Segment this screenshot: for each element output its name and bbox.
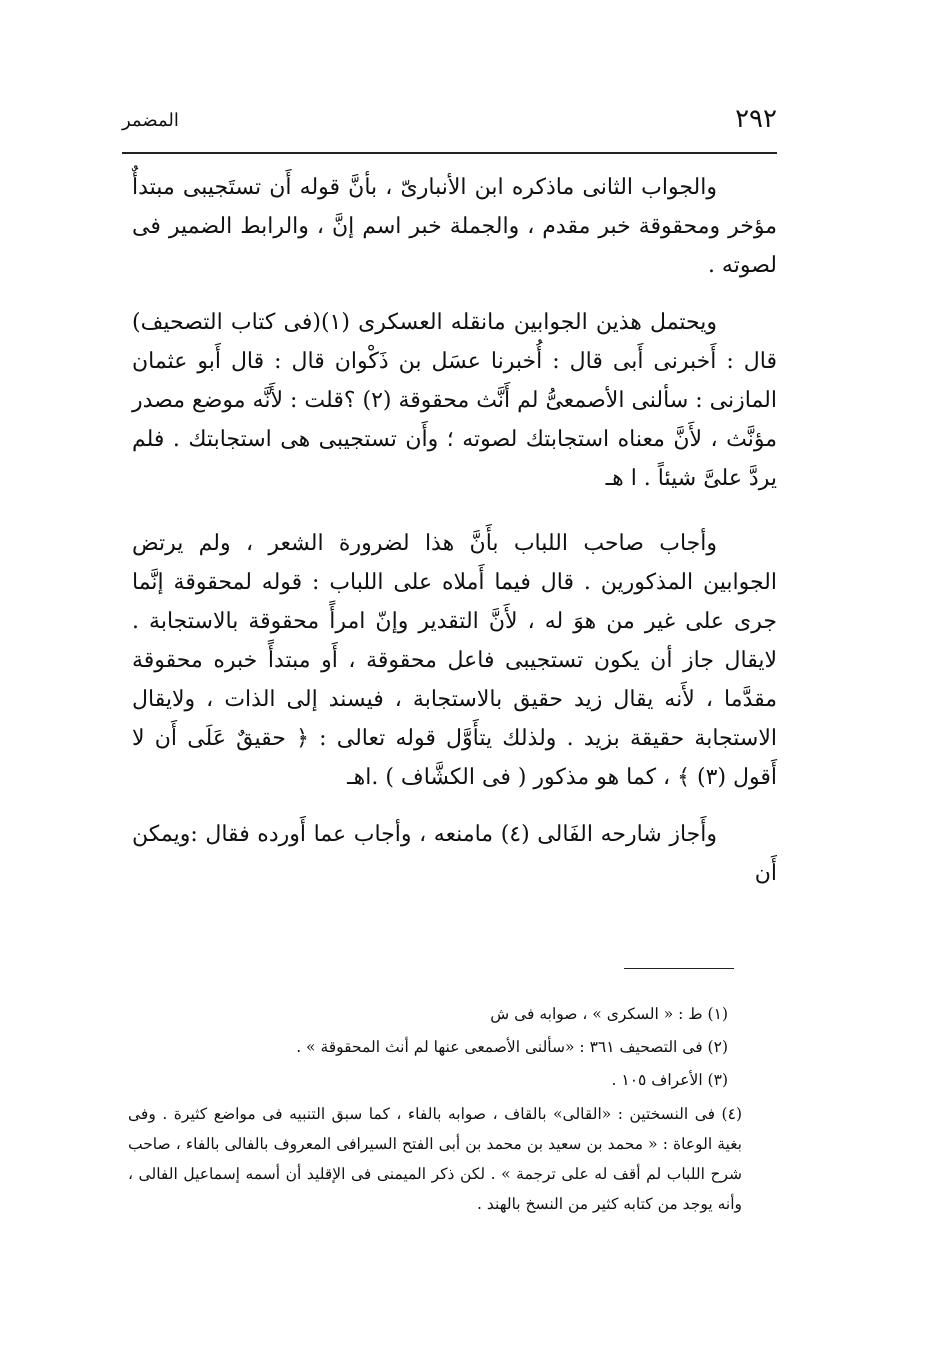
footnote-2: (٢) فى التصحيف ٣٦١ : «سألنى الأصمعى عنها لم أنث المحقوقة » .: [296, 1038, 728, 1056]
running-title: المضمر: [122, 110, 179, 131]
paragraph-1: والجواب الثانى ماذكره ابن الأنبارىّ ، بأنَّ قوله أَن تستَجيبى مبتدأٌ مؤخر ومحقوقة خبر مقدم ، والجملة خبر اسم إنَّ ، والرابط الضمير فى لصوته .: [132, 175, 777, 278]
header-divider: [122, 152, 777, 154]
footnote-4: (٤) فى النسختين : «القالى» بالقاف ، صوابه بالفاء ، كما سبق التنبيه فى مواضع كثيرة . وفى بغية الوعاة : « محمد بن سعيد بن محمد بن أبى الفتح السيرافى المعروف بالفالى بالفاء ، صاحب شرح اللباب لم أقف له على ترجمة » . لكن ذكر الميمنى فى الإقليد أن أسمه إسماعيل الفالى ، وأنه يوجد من كتابه كثير من النسخ بالهند .: [128, 1105, 742, 1213]
page-number: ٢٩٢: [735, 104, 777, 134]
page-header: [122, 104, 777, 138]
main-text: [132, 168, 777, 893]
paragraph-3: وأجاب صاحب اللباب بأَنَّ هذا لضرورة الشعر ، ولم يرتض الجوابين المذكورين . قال فيما أَملاه على اللباب : قوله لمحقوقة إنَّما جرى على غير من هوَ له ، لأَنَّ التقدير وإنّ امرأً محقوقة بالاستجابة . لايقال جاز أن يكون تستجيبى فاعل محقوقة ، أَو مبتدأً خبره محقوقة مقدَّما ، لأَنه يقال زيد حقيق بالاستجابة ، فيسند إلى الذات ، ولايقال الاستجابة حقيقة بزيد . ولذلك يتأَوَّل قوله تعالى : ﴿ حقيقٌ عَلَى أَن لا أَقول (٣) ﴾ ، كما هو مذكور ( فى الكشَّاف ) .اهـ: [132, 531, 777, 790]
footnote-1: (١) ط : « السكرى » ، صوابه فى ش: [490, 1005, 728, 1023]
paragraph-4: وأَجاز شارحه الفَالى (٤) مامنعه ، وأجاب عما أَورده فقال :ويمكن أَن: [132, 822, 777, 886]
paragraph-2: ويحتمل هذين الجوابين مانقله العسكرى (١)(فى كتاب التصحيف) قال : أَخبرنى أَبى قال : أُخبرنا عسَل بن ذَكْوان قال : قال أَبو عثمان المازنى : سألنى الأصمعىُّ لم أَنَّث محقوقة (٢) ؟قلت : لأَنَّه موضع مصدر مؤنَّث ، لأَنَّ معناه استجابتك لصوته ؛ وأَن تستجيبى هى استجابتك . فلم يردَّ علىَّ شيئاً . ا هـ: [132, 310, 777, 491]
footnotes: [128, 998, 742, 1219]
footnote-divider: [624, 968, 734, 969]
footnote-3: (٣) الأعراف ١٠٥ .: [611, 1071, 728, 1089]
